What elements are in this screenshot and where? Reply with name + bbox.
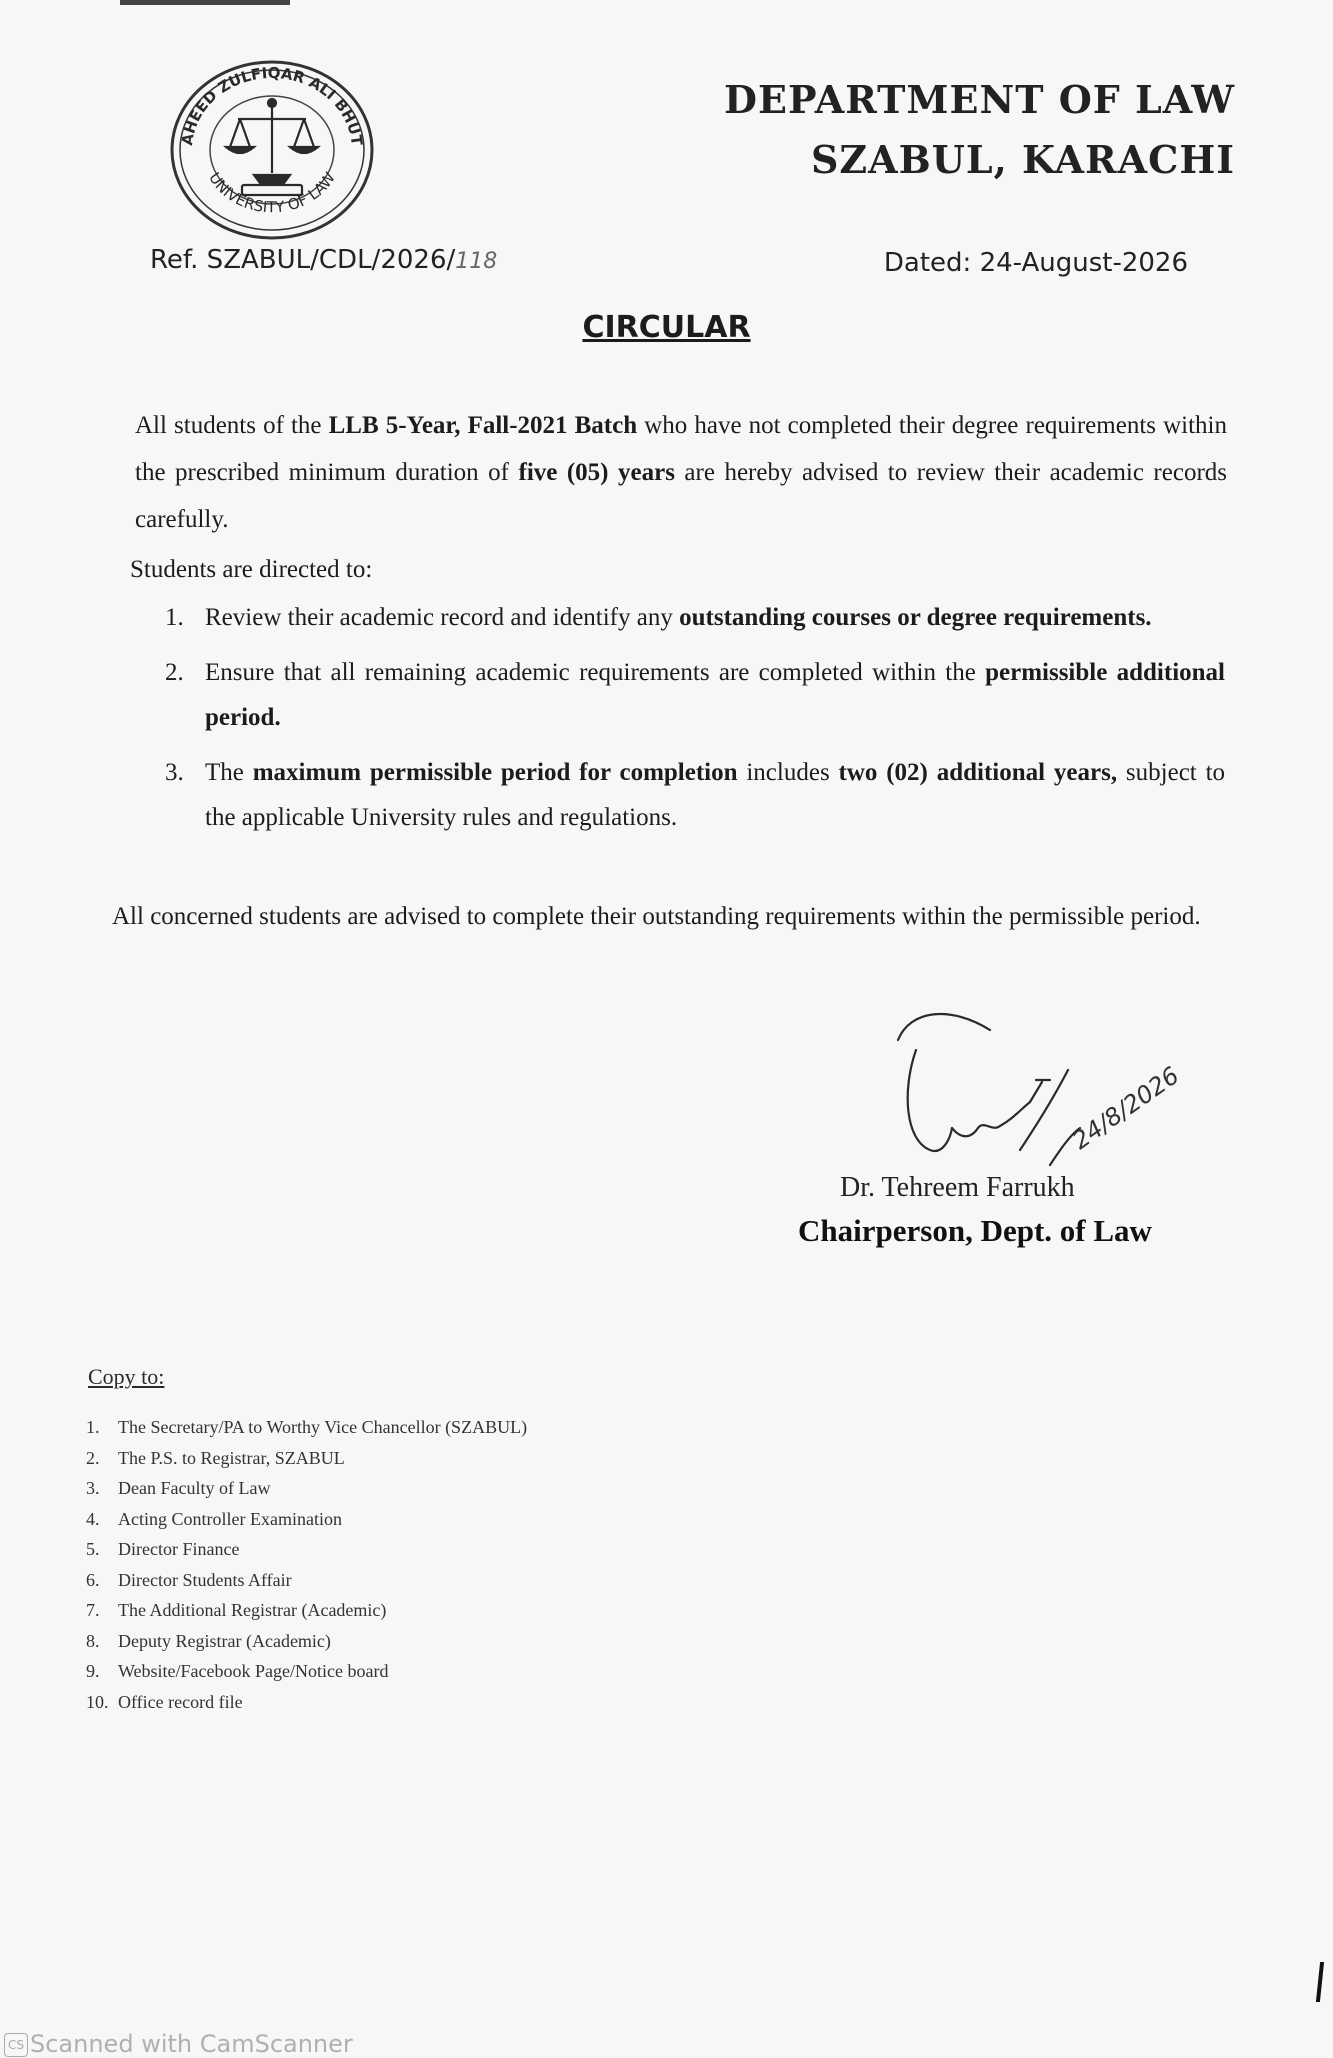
directive-emphasis: outstanding courses or degree requirements.: [679, 604, 1152, 631]
recipient: The Secretary/PA to Worthy Vice Chancellor (SZABUL): [118, 1417, 528, 1437]
list-number: 6.: [86, 1569, 100, 1590]
list-item: [86, 1412, 527, 1443]
directive-emphasis: two (02) additional years,: [838, 759, 1118, 786]
directive-text: Review their academic record and identify any: [205, 604, 680, 631]
list-item: [86, 1565, 527, 1596]
list-number: 3.: [86, 1478, 100, 1498]
list-item: [86, 1504, 527, 1535]
intro-duration: five (05) years: [518, 459, 675, 486]
seal-outer-text: AHEED ZULFIQAR ALI BHUT: [178, 63, 366, 147]
university-seal: [160, 55, 385, 245]
svg-text:SHAHEED ZULFIQAR ALI BHUTTO: [160, 55, 366, 147]
intro-text: who have not completed their degree requirements within the prescribed minimum duration of: [135, 412, 1227, 486]
list-item: [165, 750, 1225, 840]
directive-emphasis: permissible additional period.: [205, 659, 1225, 731]
list-item: [86, 1626, 527, 1657]
recipient: Website/Facebook Page/Notice board: [118, 1661, 389, 1681]
reference-number: [150, 245, 497, 275]
recipient: Deputy Registrar (Academic): [118, 1630, 331, 1651]
recipient: Director Finance: [118, 1539, 240, 1559]
list-number: 2.: [86, 1447, 100, 1468]
recipient: Dean Faculty of Law: [118, 1478, 271, 1498]
issue-date: Dated: 24-August-2026: [883, 248, 1188, 278]
directive-text: includes: [737, 759, 839, 786]
directive-list: [165, 595, 1225, 850]
list-item: [86, 1595, 527, 1626]
list-number: 9.: [86, 1661, 100, 1681]
recipient: Director Students Affair: [118, 1569, 292, 1590]
seal-emblem: [160, 55, 385, 245]
list-number: 3.: [165, 759, 184, 786]
list-number: 1.: [86, 1417, 100, 1437]
document-title: CIRCULAR: [582, 310, 751, 345]
department-name: DEPARTMENT OF LAW: [724, 77, 1235, 122]
reference-handwritten-number: 118: [455, 249, 498, 274]
list-item: [86, 1687, 527, 1718]
list-number: 4.: [86, 1508, 100, 1529]
recipient: Acting Controller Examination: [118, 1508, 342, 1529]
list-number: 1.: [165, 604, 184, 631]
intro-text: are hereby advised to review their academic records carefully.: [135, 459, 1228, 533]
department-heading: [724, 70, 1235, 190]
intro-batch: LLB 5-Year, Fall-2021 Batch: [328, 412, 638, 439]
list-number: 10.: [86, 1691, 109, 1712]
signatory-title: Chairperson, Dept. of Law: [798, 1213, 1152, 1248]
list-item: [165, 595, 1225, 640]
camscanner-logo-icon: CS: [4, 2033, 28, 2057]
directive-text: subject to the applicable University rules and regulations.: [205, 759, 1226, 831]
signature-date: 24/8/2026: [1067, 1061, 1185, 1155]
list-number: 7.: [86, 1600, 100, 1620]
directive-text: The: [205, 759, 253, 786]
copy-to-list: [86, 1412, 527, 1717]
copy-to-label: Copy to:: [88, 1364, 165, 1389]
list-item: [86, 1443, 527, 1474]
department-location: SZABUL, KARACHI: [810, 137, 1235, 182]
recipient: Office record file: [118, 1691, 243, 1712]
intro-text: All students of the: [135, 412, 329, 439]
list-item: [86, 1534, 527, 1565]
intro-paragraph: [135, 402, 1227, 543]
scan-edge-mark: [1316, 1962, 1324, 2002]
closing-paragraph: All concerned students are advised to complete their outstanding requirements within the permissible period.: [112, 903, 1201, 930]
scanner-watermark: Scanned with CamScanner: [30, 2030, 353, 2058]
scales-of-justice-icon: [226, 99, 318, 195]
recipient: The Additional Registrar (Academic): [118, 1600, 387, 1620]
directive-emphasis: maximum permissible period for completion: [252, 759, 738, 786]
list-item: [86, 1656, 527, 1687]
signatory-name: Dr. Tehreem Farrukh: [840, 1172, 1075, 1203]
scan-edge-strip: [120, 0, 290, 5]
seal-inner-text: UNIVERSITY OF LAW: [205, 168, 339, 217]
list-item: [86, 1473, 527, 1504]
directive-text: Ensure that all remaining academic requirements are completed within the: [205, 659, 986, 686]
list-number: 5.: [86, 1539, 100, 1559]
list-number: 8.: [86, 1630, 100, 1651]
recipient: The P.S. to Registrar, SZABUL: [118, 1447, 345, 1468]
list-item: [165, 650, 1225, 740]
reference-label: Ref. SZABUL/CDL/2026/: [150, 245, 456, 275]
list-number: 2.: [165, 659, 184, 686]
directive-lead: Students are directed to:: [130, 556, 373, 583]
